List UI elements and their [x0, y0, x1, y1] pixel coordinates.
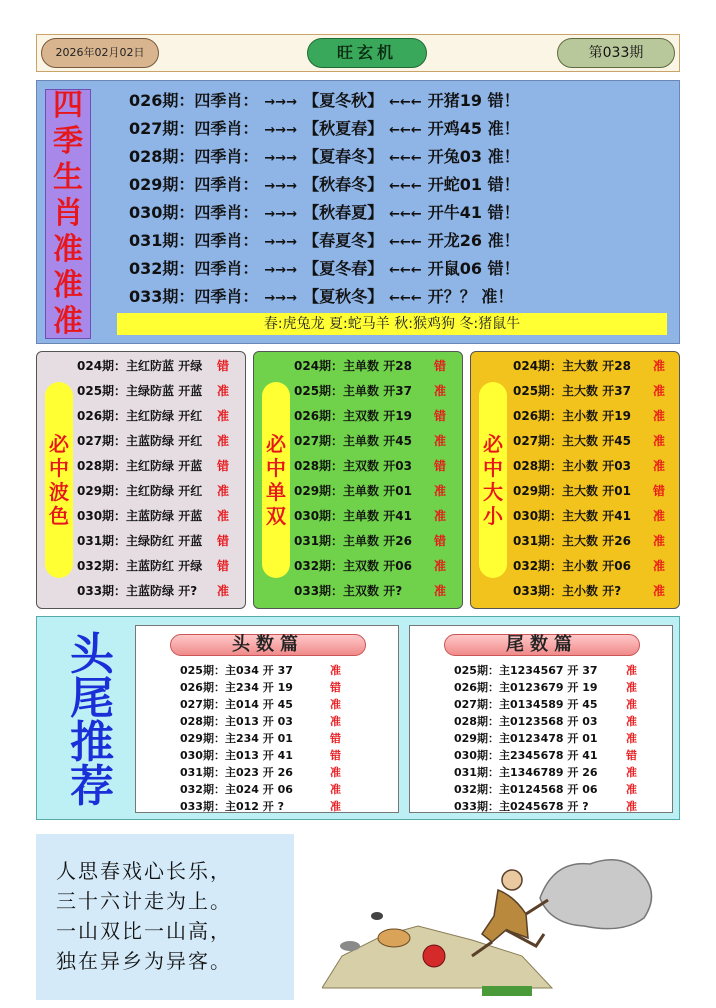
head-row-text: 031期：主023 开 26	[180, 766, 293, 779]
result-mark: 准	[330, 664, 341, 677]
seasonal-arrow-l: →→→	[264, 95, 298, 110]
result-mark: 错	[434, 359, 447, 373]
result-mark: 准	[653, 584, 666, 598]
seasonal-row	[129, 115, 520, 143]
seasonal-row	[129, 143, 520, 171]
result-mark: 准	[330, 766, 341, 779]
seasonal-result: 开牛41 错！	[427, 203, 520, 222]
panel-row-text: 029期：主红防绿 开红	[77, 484, 203, 498]
panel-row-text: 026期：主红防绿 开红	[77, 409, 203, 423]
odd-even-panel	[253, 351, 463, 609]
result-mark: 准	[217, 484, 230, 498]
head-row	[180, 696, 341, 713]
tail-row	[454, 730, 637, 747]
panel-row-text: 029期：主大数 开01	[513, 484, 631, 498]
seasonal-row	[129, 87, 520, 115]
head-row-text: 030期：主013 开 41	[180, 749, 293, 762]
illustration	[322, 838, 660, 996]
panel-row	[294, 529, 447, 554]
seasonal-result: 开鼠06 错！	[427, 259, 520, 278]
title-char: 必	[266, 432, 286, 456]
result-mark: 错	[330, 732, 341, 745]
result-mark: 错	[434, 459, 447, 473]
panel-row-text: 028期：主双数 开03	[294, 459, 412, 473]
panel-row	[294, 479, 447, 504]
seasonal-issue: 027期：四季肖：	[129, 119, 259, 138]
panel-row	[294, 504, 447, 529]
brand-logo: 旺玄机	[307, 38, 427, 68]
panel-row	[513, 454, 666, 479]
panel-row-text: 027期：主蓝防绿 开红	[77, 434, 203, 448]
seasonal-result: 开猪19 错！	[427, 91, 520, 110]
panel-row	[513, 429, 666, 454]
panel-row	[513, 354, 666, 379]
fox-shape	[378, 929, 410, 947]
head-row-text: 029期：主234 开 01	[180, 732, 293, 745]
panel-row-text: 027期：主单数 开45	[294, 434, 412, 448]
tail-row	[454, 798, 637, 815]
panel-row	[294, 404, 447, 429]
panel-row-text: 028期：主小数 开03	[513, 459, 631, 473]
seasonal-result: 开蛇01 错！	[427, 175, 520, 194]
seasonal-arrow-r: ←←←	[389, 263, 422, 278]
result-mark: 准	[626, 681, 637, 694]
title-char: 中	[483, 456, 503, 480]
poem-line: 独在异乡为异客。	[56, 949, 232, 973]
seasonal-arrow-r: ←←←	[389, 207, 422, 222]
tail-row	[454, 662, 637, 679]
result-mark: 准	[217, 509, 230, 523]
title-char: 准	[53, 268, 83, 303]
result-mark: 准	[217, 434, 230, 448]
seasonal-pick: 【秋夏春】	[303, 119, 384, 138]
panel-row-text: 026期：主小数 开19	[513, 409, 631, 423]
result-mark: 错	[434, 409, 447, 423]
title-char: 中	[49, 456, 69, 480]
panel-row-text: 032期：主双数 开06	[294, 559, 412, 573]
result-mark: 准	[626, 664, 637, 677]
panel-row	[513, 579, 666, 604]
panel-row	[77, 529, 230, 554]
panel-row	[77, 454, 230, 479]
seasonal-arrow-l: →→→	[264, 151, 298, 166]
result-mark: 准	[434, 584, 447, 598]
title-char: 小	[483, 504, 503, 528]
head-box-title: 头数篇	[170, 634, 366, 656]
issue-badge: 第033期	[557, 38, 675, 68]
panel-row	[77, 429, 230, 454]
seasonal-row	[129, 255, 520, 283]
title-char: 中	[266, 456, 286, 480]
seasonal-pick: 【夏冬春】	[303, 259, 384, 278]
seasonal-issue: 033期：四季肖：	[129, 287, 259, 306]
seasons-legend: 春:虎兔龙 夏:蛇马羊 秋:猴鸡狗 冬:猪鼠牛	[117, 313, 667, 335]
result-mark: 错	[653, 484, 666, 498]
result-mark: 准	[434, 484, 447, 498]
result-mark: 准	[434, 434, 447, 448]
tail-row-text: 031期：主1346789 开 26	[454, 766, 598, 779]
head-row	[180, 781, 341, 798]
result-mark: 错	[217, 559, 230, 573]
panel-row-text: 032期：主蓝防红 开绿	[77, 559, 203, 573]
panel-row-text: 033期：主蓝防绿 开?	[77, 584, 198, 598]
seasonal-issue: 026期：四季肖：	[129, 91, 259, 110]
title-char: 大	[483, 480, 503, 504]
tail-row-text: 026期：主0123679 开 19	[454, 681, 598, 694]
panel-row	[294, 579, 447, 604]
result-mark: 准	[653, 509, 666, 523]
red-ball	[423, 945, 445, 967]
date-badge: 2026年02月02日	[41, 38, 159, 68]
seasonal-issue: 032期：四季肖：	[129, 259, 259, 278]
result-mark: 准	[217, 409, 230, 423]
ground-strip	[482, 986, 532, 996]
seasonal-result: 开鸡45 准！	[427, 119, 520, 138]
seasonal-issue: 029期：四季肖：	[129, 175, 259, 194]
head-row	[180, 798, 341, 815]
seasonal-title	[45, 89, 91, 339]
seasonal-result: 开龙26 准！	[427, 231, 520, 250]
head-tail-title	[47, 631, 137, 811]
tail-row	[454, 781, 637, 798]
panel-row	[513, 379, 666, 404]
poem-line: 人思春戏心长乐，	[56, 859, 232, 883]
result-mark: 准	[217, 584, 230, 598]
head-row-text: 026期：主234 开 19	[180, 681, 293, 694]
panel-row-text: 025期：主单数 开37	[294, 384, 412, 398]
panel-row-text: 024期：主单数 开28	[294, 359, 412, 373]
seasonal-pick: 【春夏冬】	[303, 231, 384, 250]
poem-line: 三十六计走为上。	[56, 889, 232, 913]
title-char: 准	[53, 232, 83, 267]
seasonal-arrow-l: →→→	[264, 263, 298, 278]
panel-row-text: 024期：主红防蓝 开绿	[77, 359, 203, 373]
panel-row-text: 030期：主单数 开41	[294, 509, 412, 523]
panel-row	[294, 379, 447, 404]
panel-row-text: 031期：主大数 开26	[513, 534, 631, 548]
title-char: 色	[49, 504, 69, 528]
head-tail-section	[36, 616, 680, 820]
seasonal-result: 开？？ 准！	[427, 287, 514, 306]
head-row-text: 027期：主014 开 45	[180, 698, 293, 711]
panel-row-text: 027期：主大数 开45	[513, 434, 631, 448]
result-mark: 错	[217, 459, 230, 473]
panel-row	[513, 504, 666, 529]
head-row	[180, 679, 341, 696]
title-char: 准	[53, 304, 83, 339]
title-char: 双	[266, 504, 286, 528]
seasonal-result: 开兔03 准！	[427, 147, 520, 166]
panel-row	[77, 579, 230, 604]
result-mark: 错	[330, 681, 341, 694]
tail-row-text: 025期：主1234567 开 37	[454, 664, 598, 677]
panel-row-text: 025期：主绿防蓝 开蓝	[77, 384, 203, 398]
seasonal-issue: 028期：四季肖：	[129, 147, 259, 166]
panel-row	[294, 354, 447, 379]
panel-row	[294, 454, 447, 479]
head-row	[180, 662, 341, 679]
seasonal-arrow-r: ←←←	[389, 179, 422, 194]
big-small-panel	[470, 351, 680, 609]
head-row	[180, 713, 341, 730]
title-char: 必	[483, 432, 503, 456]
result-mark: 错	[626, 749, 637, 762]
seasonal-pick: 【夏冬秋】	[303, 91, 384, 110]
head-number-box	[135, 625, 399, 813]
title-char: 头	[70, 629, 114, 680]
panel-row-text: 031期：主单数 开26	[294, 534, 412, 548]
panel-row-text: 026期：主双数 开19	[294, 409, 412, 423]
tail-row	[454, 747, 637, 764]
panel-row	[77, 479, 230, 504]
seasonal-arrow-l: →→→	[264, 179, 298, 194]
tail-row-text: 032期：主0124568 开 06	[454, 783, 598, 796]
seasonal-arrow-l: →→→	[264, 123, 298, 138]
title-char: 波	[49, 480, 69, 504]
tail-row-text: 030期：主2345678 开 41	[454, 749, 598, 762]
result-mark: 准	[653, 534, 666, 548]
seasonal-arrow-l: →→→	[264, 207, 298, 222]
result-mark: 准	[653, 409, 666, 423]
title-char: 尾	[70, 673, 114, 724]
panel-row	[513, 479, 666, 504]
result-mark: 准	[330, 715, 341, 728]
seasonal-issue: 031期：四季肖：	[129, 231, 259, 250]
stone-shape	[340, 941, 360, 951]
panel-row	[77, 379, 230, 404]
result-mark: 准	[626, 800, 637, 813]
tail-row	[454, 696, 637, 713]
panel-row-text: 033期：主小数 开?	[513, 584, 622, 598]
result-mark: 准	[653, 359, 666, 373]
result-mark: 错	[217, 534, 230, 548]
result-mark: 准	[217, 384, 230, 398]
big-small-title	[479, 382, 507, 578]
seasonal-arrow-r: ←←←	[389, 235, 422, 250]
wave-color-panel	[36, 351, 246, 609]
title-char: 生	[53, 160, 83, 195]
seasonal-arrow-r: ←←←	[389, 123, 422, 138]
figure-head	[502, 870, 522, 890]
panel-row-text: 028期：主红防绿 开蓝	[77, 459, 203, 473]
result-mark: 准	[330, 783, 341, 796]
tail-row-text: 029期：主0123478 开 01	[454, 732, 598, 745]
tail-number-box	[409, 625, 673, 813]
panel-row	[77, 504, 230, 529]
head-row	[180, 747, 341, 764]
seasonal-arrow-r: ←←←	[389, 291, 422, 306]
result-mark: 准	[653, 559, 666, 573]
result-mark: 准	[626, 783, 637, 796]
panel-row	[513, 404, 666, 429]
title-char: 必	[49, 432, 69, 456]
seasonal-arrow-r: ←←←	[389, 151, 422, 166]
poem-line: 一山双比一山高，	[56, 919, 232, 943]
panel-row-text: 030期：主大数 开41	[513, 509, 631, 523]
panel-row	[77, 404, 230, 429]
tail-row-text: 028期：主0123568 开 03	[454, 715, 598, 728]
result-mark: 准	[626, 715, 637, 728]
panel-row	[513, 529, 666, 554]
panel-row-text: 031期：主绿防红 开蓝	[77, 534, 203, 548]
seasonal-pick: 【夏春冬】	[303, 147, 384, 166]
result-mark: 准	[626, 698, 637, 711]
panel-row-text: 029期：主单数 开01	[294, 484, 412, 498]
title-char: 四	[53, 88, 83, 123]
title-char: 季	[53, 124, 83, 159]
head-row-text: 028期：主013 开 03	[180, 715, 293, 728]
seasonal-arrow-l: →→→	[264, 291, 298, 306]
title-char: 荐	[70, 761, 114, 812]
seasonal-row	[129, 171, 520, 199]
head-row	[180, 730, 341, 747]
panel-row-text: 024期：主大数 开28	[513, 359, 631, 373]
panel-row-text: 030期：主蓝防绿 开蓝	[77, 509, 203, 523]
panel-row	[294, 429, 447, 454]
head-row-text: 033期：主012 开 ?	[180, 800, 284, 813]
seasonal-row	[129, 227, 520, 255]
panel-row-text: 025期：主大数 开37	[513, 384, 631, 398]
panel-row-text: 032期：主小数 开06	[513, 559, 631, 573]
result-mark: 准	[626, 732, 637, 745]
tail-row	[454, 764, 637, 781]
title-char: 单	[266, 480, 286, 504]
result-mark: 准	[653, 434, 666, 448]
seasonal-arrow-r: ←←←	[389, 95, 422, 110]
odd-even-title	[262, 382, 290, 578]
result-mark: 准	[653, 459, 666, 473]
result-mark: 错	[217, 359, 230, 373]
result-mark: 准	[653, 384, 666, 398]
tail-row	[454, 679, 637, 696]
seasonal-row	[129, 283, 513, 311]
tail-row-text: 033期：主0245678 开 ?	[454, 800, 589, 813]
result-mark: 准	[434, 384, 447, 398]
tail-row-text: 027期：主0134589 开 45	[454, 698, 598, 711]
tail-row	[454, 713, 637, 730]
seasonal-pick: 【秋春夏】	[303, 203, 384, 222]
result-mark: 准	[434, 509, 447, 523]
panel-row-text: 033期：主双数 开?	[294, 584, 403, 598]
seasonal-arrow-l: →→→	[264, 235, 298, 250]
result-mark: 准	[330, 800, 341, 813]
seasonal-zodiac-section	[36, 80, 680, 344]
header-bar	[36, 34, 680, 72]
title-char: 肖	[53, 196, 83, 231]
wave-title	[45, 382, 73, 578]
result-mark: 准	[626, 766, 637, 779]
panel-row	[77, 554, 230, 579]
panel-row	[294, 554, 447, 579]
head-row	[180, 764, 341, 781]
result-mark: 错	[434, 534, 447, 548]
poem-box	[36, 834, 294, 1000]
head-row-text: 032期：主024 开 06	[180, 783, 293, 796]
panel-row	[77, 354, 230, 379]
title-char: 推	[70, 717, 114, 768]
seasonal-pick: 【秋春冬】	[303, 175, 384, 194]
tail-box-title: 尾数篇	[444, 634, 640, 656]
seasonal-row	[129, 199, 520, 227]
panel-row	[513, 554, 666, 579]
head-row-text: 025期：主034 开 37	[180, 664, 293, 677]
result-mark: 准	[434, 559, 447, 573]
result-mark: 错	[330, 749, 341, 762]
seasonal-pick: 【夏秋冬】	[303, 287, 384, 306]
seasonal-issue: 030期：四季肖：	[129, 203, 259, 222]
result-mark: 准	[330, 698, 341, 711]
small-stone	[371, 912, 383, 920]
